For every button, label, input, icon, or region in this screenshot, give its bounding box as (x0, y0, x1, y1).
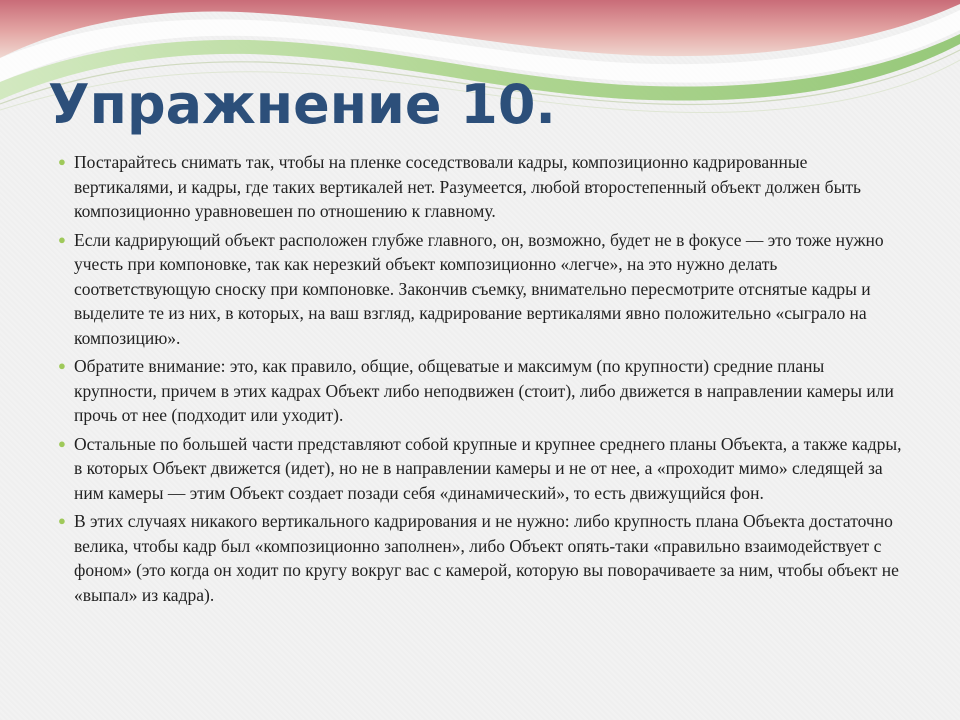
bullet-text: Постарайтесь снимать так, чтобы на пленке соседствовали кадры, композиционно кадрированные вертикалями, и кадры, где таких вертикалей нет. Разумеется, любой второстепенный объект должен быть композиционно уравновешен по отношению к главному. (74, 152, 861, 221)
bullet-item (58, 354, 908, 428)
bullet-icon: ● (58, 358, 66, 373)
bullet-text: В этих случаях никакого вертикального кадрирования и не нужно: либо крупность плана Объекта достаточно велика, чтобы кадр был «композиционно заполнен», либо Объект опять-таки «правильно взаимодействует с фоном» (это когда он ходит по кругу вокруг вас с камерой, которую вы поворачиваете за ним, чтобы объект не «выпал» из кадра). (74, 511, 899, 605)
bullet-list (58, 150, 908, 611)
bullet-text: Обратите внимание: это, как правило, общие, общеватые и максимум (по крупности) средние планы крупности, причем в этих кадрах Объект либо неподвижен (стоит), либо движется в направлении камеры или прочь от нее (подходит или уходит). (74, 356, 894, 425)
bullet-text: Если кадрирующий объект расположен глубже главного, он, возможно, будет не в фокусе — это тоже нужно учесть при компоновке, так как нерезкий объект композиционно «легче», на это нужно делать соответствующую сноску при компоновке. Закончив съемку, внимательно пересмотрите отснятые кадры и выделите те из них, в которых, на ваш взгляд, кадрирование вертикалями явно положительно «сыграло на композицию». (74, 229, 884, 348)
bullet-icon: ● (58, 231, 66, 247)
bullet-text: Остальные по большей части представляют собой крупные и крупнее среднего планы Объекта, а также кадры, в которых Объект движется (идет), но не в направлении камеры и не от нее, а «проходит мимо» следящей за ним камеры — этим Объект создает позади себя «динамический», то есть движущийся фон. (74, 433, 902, 503)
bullet-item (58, 150, 908, 224)
bullet-icon: ● (58, 154, 66, 169)
bullet-item (58, 432, 908, 506)
bullet-item (58, 509, 908, 607)
bullet-icon: ● (58, 513, 66, 528)
bullet-icon: ● (58, 435, 66, 451)
bullet-item (58, 228, 908, 351)
slide-title: Упражнение 10. (48, 73, 556, 136)
